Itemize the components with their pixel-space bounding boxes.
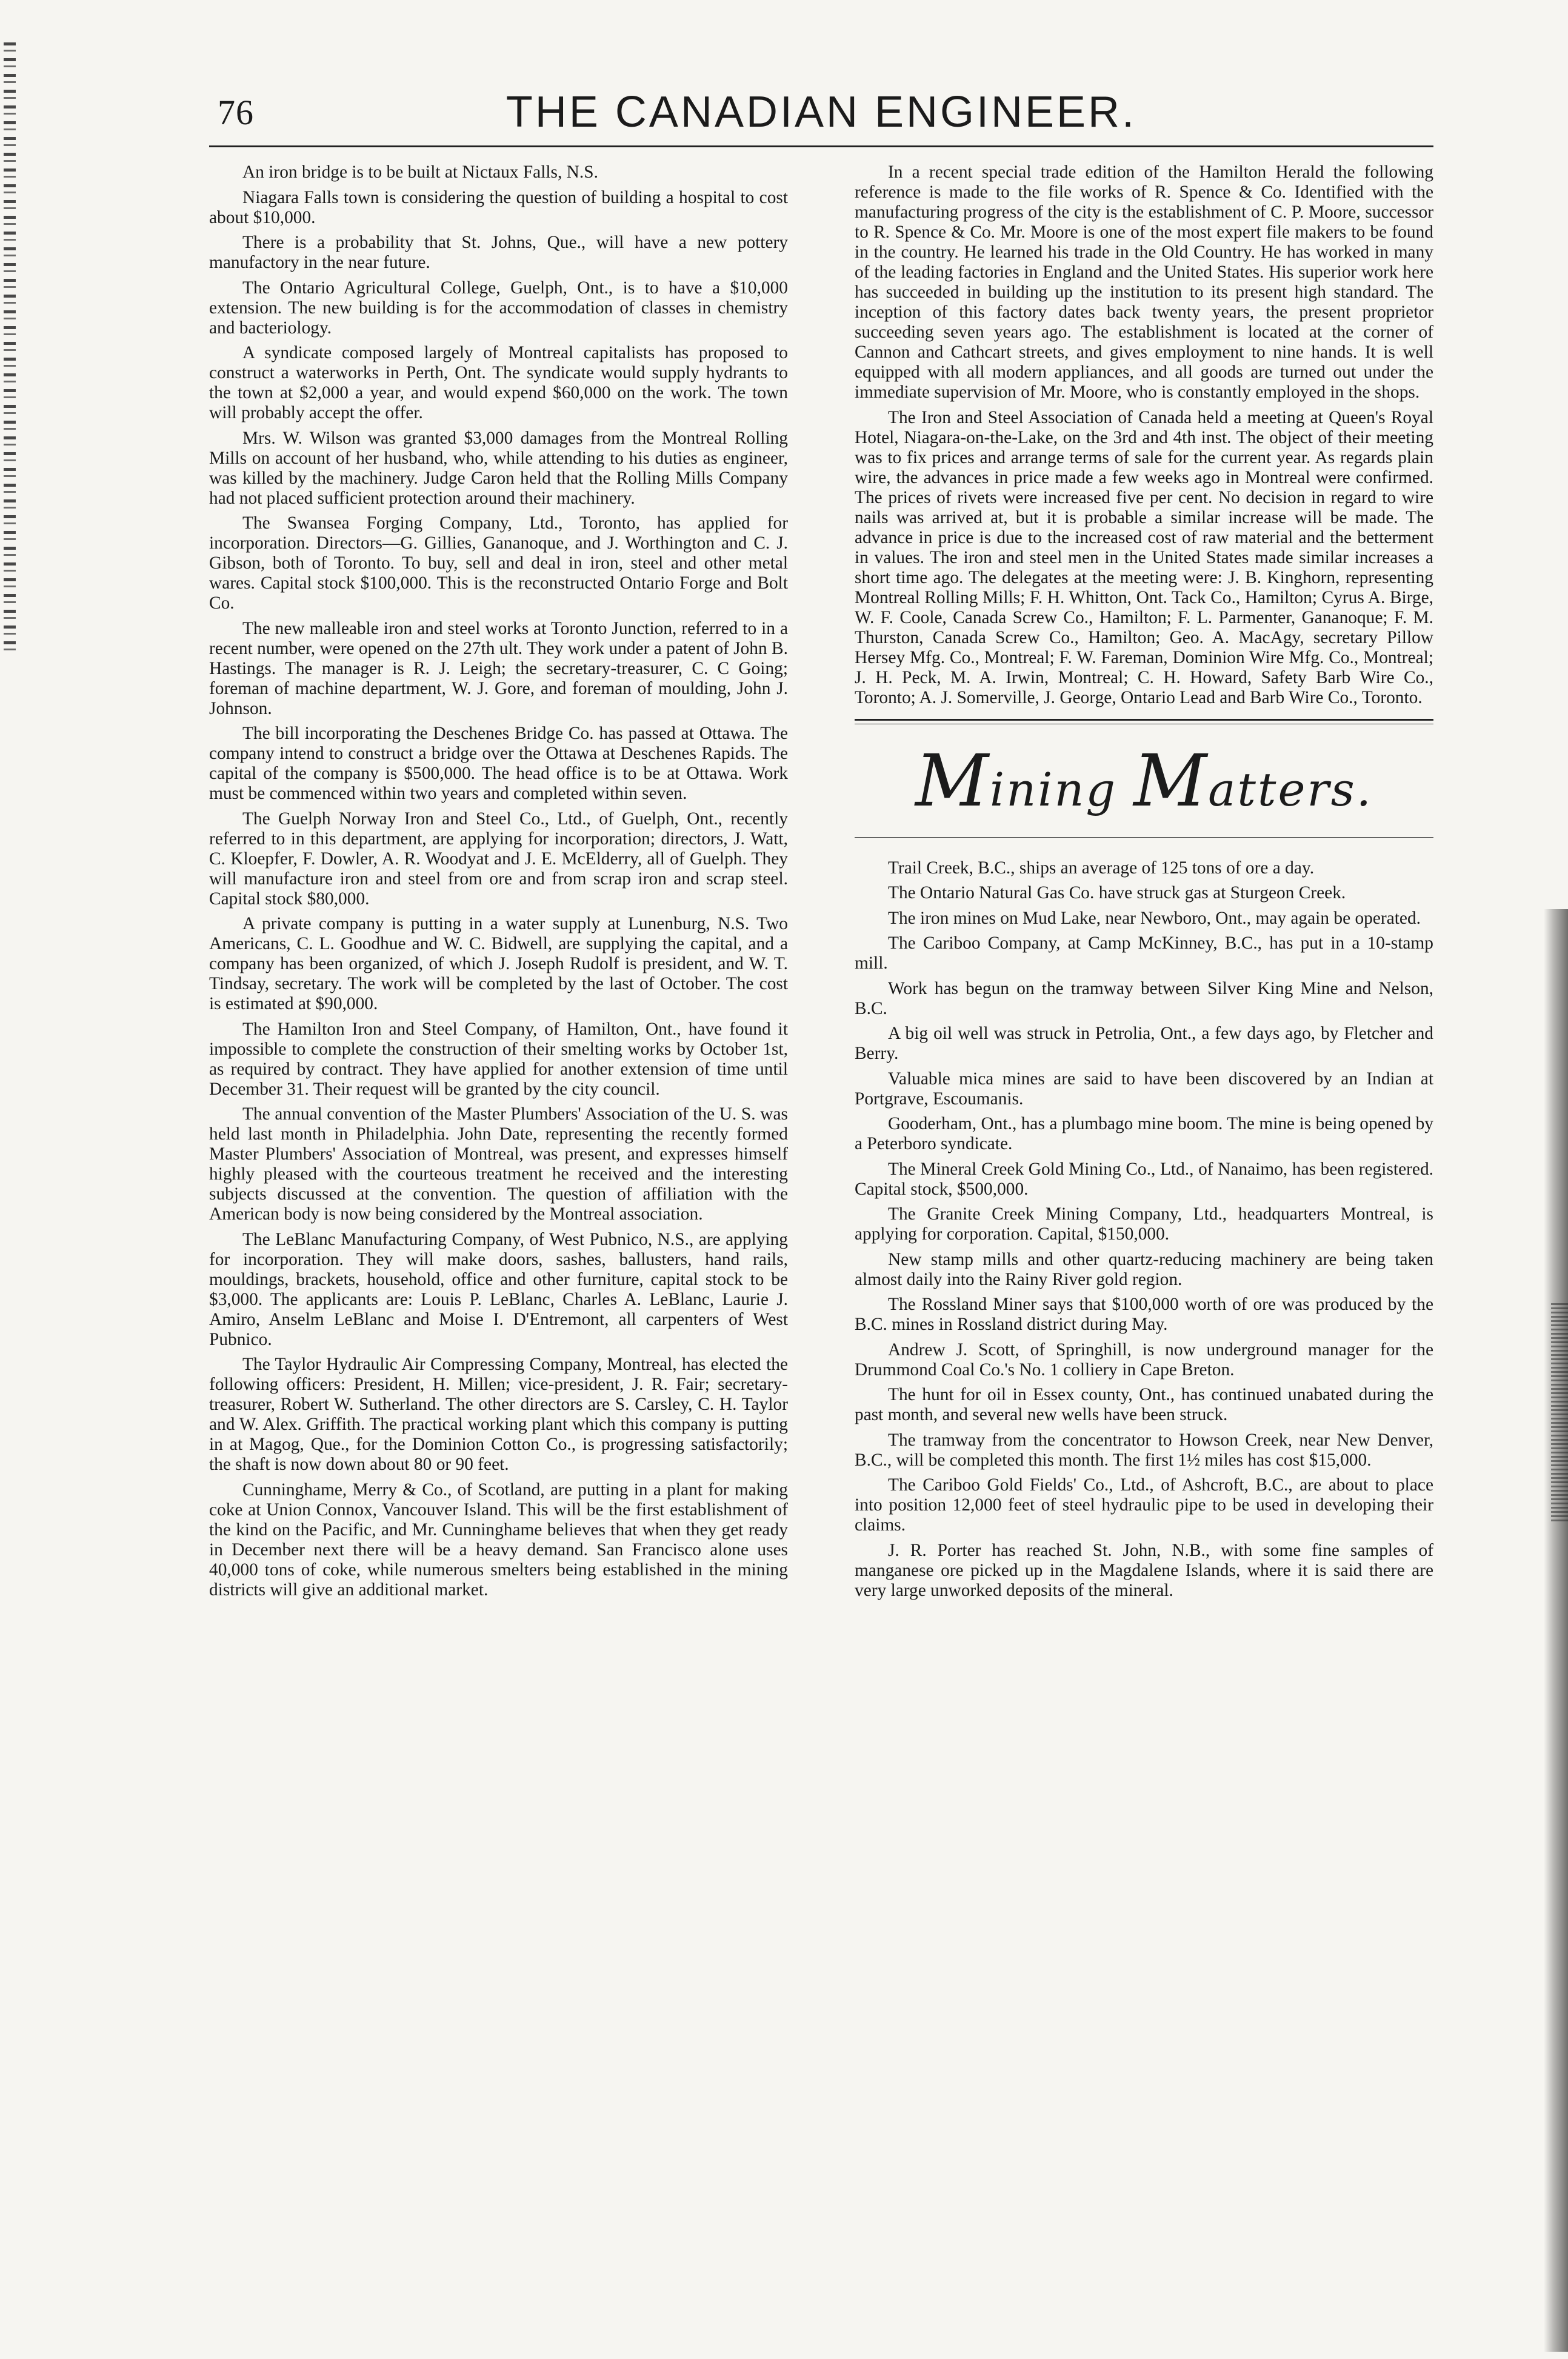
news-item: The Taylor Hydraulic Air Compressing Company, Montreal, has elected the following officers: President, H. Millen; vice-president, J. R. Fair; secretary-treasurer, Robert W. Sutherland. The other directors are S. Carsley, C. H. Taylor and W. Alex. Griffith. The practical working plant which this company is putting in at Magog, Que., for the Dominion Cotton Co., is progressing satisfactorily; the shaft is now down about 80 or 90 feet.	[209, 1355, 788, 1474]
news-item: The annual convention of the Master Plumbers' Association of the U. S. was held last month in Philadelphia. John Date, representing the recently formed Master Plumbers' Association of Montreal, was present, and expresses himself highly pleased with the courteous treatment he received and the interesting subjects discussed at the convention. The question of affiliation with the American body is now being considered by the Montreal association.	[209, 1104, 788, 1224]
news-item: Cunninghame, Merry & Co., of Scotland, are putting in a plant for making coke at Union Connox, Vancouver Island. This will be the first establishment of the kind on the Pacific, and Mr. Cunninghame believes that when they get ready in December next there will be a heavy demand. San Francisco alone uses 40,000 tons of coke, while numerous smelters being established in the mining districts will give an additional market.	[209, 1480, 788, 1600]
mining-news-item: Trail Creek, B.C., ships an average of 125 tons of ore a day.	[888, 858, 1315, 878]
mining-matters-heading	[855, 735, 1433, 826]
mining-news-item: Andrew J. Scott, of Springhill, is now underground manager for the Drummond Coal Co.'s No. 1 colliery in Cape Breton.	[855, 1340, 1433, 1380]
section-rule-top	[855, 719, 1433, 721]
news-item: An iron bridge is to be built at Nictaux Falls, N.S.	[242, 162, 598, 182]
news-item: The LeBlanc Manufacturing Company, of West Pubnico, N.S., are applying for incorporation. They will make doors, sashes, ballusters, hand rails, mouldings, brackets, household, office and other furniture, capital stock to be $3,000. The applicants are: Louis P. LeBlanc, Charles A. LeBlanc, Laurie J. Amiro, Anselm LeBlanc and Moise I. D'Entremont, all carpenters of West Pubnico.	[209, 1229, 788, 1349]
page-number: 76	[218, 93, 254, 132]
news-item: The Hamilton Iron and Steel Company, of Hamilton, Ont., have found it impossible to complete the construction of their smelting works by October 1st, as required by contract. They have applied for another extension of time until December 31. Their request will be granted by the city council.	[209, 1019, 788, 1099]
mining-news-item: The hunt for oil in Essex county, Ont., has continued unabated during the past month, and several new wells have been struck.	[855, 1385, 1433, 1424]
header-rule	[209, 145, 1433, 147]
publication-title: THE CANADIAN ENGINEER.	[505, 88, 1137, 136]
news-item: The Swansea Forging Company, Ltd., Toronto, has applied for incorporation. Directors—G. Gillies, Gananoque, and J. Worthington and C. J. Gibson, both of Toronto. To buy, sell and deal in iron, steel and other metal wares. Capital stock $100,000. This is the reconstructed Ontario Forge and Bolt Co.	[209, 513, 788, 613]
news-item: The new malleable iron and steel works at Toronto Junction, referred to in a recent number, were opened on the 27th ult. They work under a patent of John B. Hastings. The manager is R. J. Leigh; the secretary-treasurer, C. C Going; foreman of machine department, W. J. Gore, and foreman of moulding, John J. Johnson.	[209, 618, 788, 718]
heading-initial-m: M	[915, 738, 990, 822]
mining-news-item: The Ontario Natural Gas Co. have struck gas at Sturgeon Creek.	[888, 883, 1346, 903]
heading-initial-m2: M	[1133, 738, 1209, 822]
page-edge-shadow	[1544, 909, 1568, 2352]
binding-edge	[4, 42, 16, 655]
right-column-articles	[855, 162, 1433, 708]
mining-news-item: The Mineral Creek Gold Mining Co., Ltd., of Nanaimo, has been registered. Capital stock, $500,000.	[855, 1159, 1433, 1199]
mining-news-item: A big oil well was struck in Petrolia, Ont., a few days ago, by Fletcher and Berry.	[855, 1024, 1433, 1063]
news-item: There is a probability that St. Johns, Que., will have a new pottery manufactory in the near future.	[209, 233, 788, 272]
mining-news-item: New stamp mills and other quartz-reducing machinery are being taken almost daily into the Rainy River gold region.	[855, 1249, 1433, 1289]
mining-news-item: Valuable mica mines are said to have been discovered by an Indian at Portgrave, Escoumanis.	[855, 1069, 1433, 1109]
news-item: The Guelph Norway Iron and Steel Co., Ltd., of Guelph, Ont., recently referred to in this department, are applying for incorporation; directors, J. Watt, C. Kloepfer, F. Dowler, A. R. Woodyat and J. E. McElderry, all of Guelph. They will manufacture iron and steel from ore and from scrap iron and scrap steel. Capital stock $80,000.	[209, 809, 788, 909]
news-item: Mrs. W. Wilson was granted $3,000 damages from the Montreal Rolling Mills on account of her husband, who, while attending to his duties as engineer, was killed by the machinery. Judge Caron held that the Rolling Mills Company had not placed sufficient protection around their machinery.	[209, 428, 788, 508]
mining-news-item: J. R. Porter has reached St. John, N.B., with some fine samples of manganese ore picked up in the Magdalene Islands, where it is said there are very large unworked deposits of the mineral.	[855, 1540, 1433, 1600]
mining-news-item: The Rossland Miner says that $100,000 worth of ore was produced by the B.C. mines in Rossland district during May.	[855, 1295, 1433, 1334]
mining-news-item: The tramway from the concentrator to Howson Creek, near New Denver, B.C., will be completed this month. The first 1½ miles has cost $15,000.	[855, 1430, 1433, 1470]
news-item: A private company is putting in a water supply at Lunenburg, N.S. Two Americans, C. L. Goodhue and W. C. Bidwell, are supplying the capital, and a company has been organized, of which J. Joseph Rudolf is president, and W. T. Tindsay, secretary. The work will be completed by the last of October. The cost is estimated at $90,000.	[209, 914, 788, 1013]
mining-news-item: The Cariboo Gold Fields' Co., Ltd., of Ashcroft, B.C., are about to place into position 12,000 feet of steel hydraulic pipe to be used in developing their claims.	[855, 1475, 1433, 1535]
left-column	[209, 162, 788, 2193]
mining-news-item: Gooderham, Ont., has a plumbago mine boom. The mine is being opened by a Peterboro syndicate.	[855, 1114, 1433, 1153]
section-rule-bottom	[855, 837, 1433, 838]
mining-news-item: The Cariboo Company, at Camp McKinney, B.C., has put in a 10-stamp mill.	[855, 933, 1433, 973]
news-item: In a recent special trade edition of the Hamilton Herald the following reference is made to the file works of R. Spence & Co. Identified with the manufacturing progress of the city is the establishment of C. P. Moore, successor to R. Spence & Co. Mr. Moore is one of the most expert file makers to be found in the country. He learned his trade in the Old Country. He has worked in many of the leading factories in England and the United States. His superior work here has succeeded in building up the institution to its present high standard. The inception of this factory dates back twenty years, the present proprietor succeeding seven years ago. The establishment is located at the corner of Cannon and Cathcart streets, and gives employment to nine hands. It is well equipped with all modern appliances, and all goods are turned out under the immediate supervision of Mr. Moore, who is constantly employed in the shops.	[855, 162, 1433, 402]
right-column	[855, 162, 1433, 2193]
mining-news-item: Work has begun on the tramway between Silver King Mine and Nelson, B.C.	[855, 978, 1433, 1018]
heading-word-atters: atters.	[1208, 762, 1373, 816]
mining-news-item: The iron mines on Mud Lake, near Newboro, Ont., may again be operated.	[888, 908, 1421, 928]
mining-news-item: The Granite Creek Mining Company, Ltd., headquarters Montreal, is applying for corporation. Capital, $150,000.	[855, 1204, 1433, 1244]
page-header	[209, 78, 1433, 150]
news-item: The Iron and Steel Association of Canada held a meeting at Queen's Royal Hotel, Niagara-on-the-Lake, on the 3rd and 4th inst. The object of their meeting was to fix prices and arrange terms of sale for the current year. As regards plain wire, the advances in price made a few weeks ago in Montreal were confirmed. The prices of rivets were increased five per cent. No decision in regard to wire nails was arrived at, but it is probable a similar increase will be made. The advance in price is due to the increased cost of raw material and the betterment in values. The iron and steel men in the United States made similar increases a short time ago. The delegates at the meeting were: J. B. Kinghorn, representing Montreal Rolling Mills; F. H. Whitton, Ont. Tack Co., Hamilton; Cyrus A. Birge, W. F. Coole, Canada Screw Co., Hamilton; F. L. Parmenter, Gananoque; F. M. Thurston, Canada Screw Co., Hamilton; Geo. A. MacAgy, secretary Pillow Hersey Mfg. Co., Montreal; F. W. Fareman, Dominion Wire Mfg. Co., Montreal; J. H. Peck, M. A. Irwin, Montreal; C. H. Howard, Safety Barb Wire Co., Toronto; A. J. Somerville, J. George, Ontario Lead and Barb Wire Co., Toronto.	[855, 407, 1433, 707]
page-edge-scan-marks	[1551, 1303, 1568, 1521]
news-item: Niagara Falls town is considering the question of building a hospital to cost about $10,000.	[209, 187, 788, 227]
news-item: The bill incorporating the Deschenes Bridge Co. has passed at Ottawa. The company intend to construct a bridge over the Ottawa at Deschenes Rapids. The capital of the company is $500,000. The head office is to be at Ottawa. Work must be commenced within two years and completed within seven.	[209, 724, 788, 803]
news-item: The Ontario Agricultural College, Guelph, Ont., is to have a $10,000 extension. The new building is for the accommodation of classes in chemistry and bacteriology.	[209, 278, 788, 338]
news-item: A syndicate composed largely of Montreal capitalists has proposed to construct a waterworks in Perth, Ont. The syndicate would supply hydrants to the town at $2,000 a year, and would expend $60,000 on the work. The town will probably accept the offer.	[209, 343, 788, 422]
mining-matters-items	[855, 858, 1433, 1601]
heading-word-ining: ining	[989, 762, 1134, 816]
